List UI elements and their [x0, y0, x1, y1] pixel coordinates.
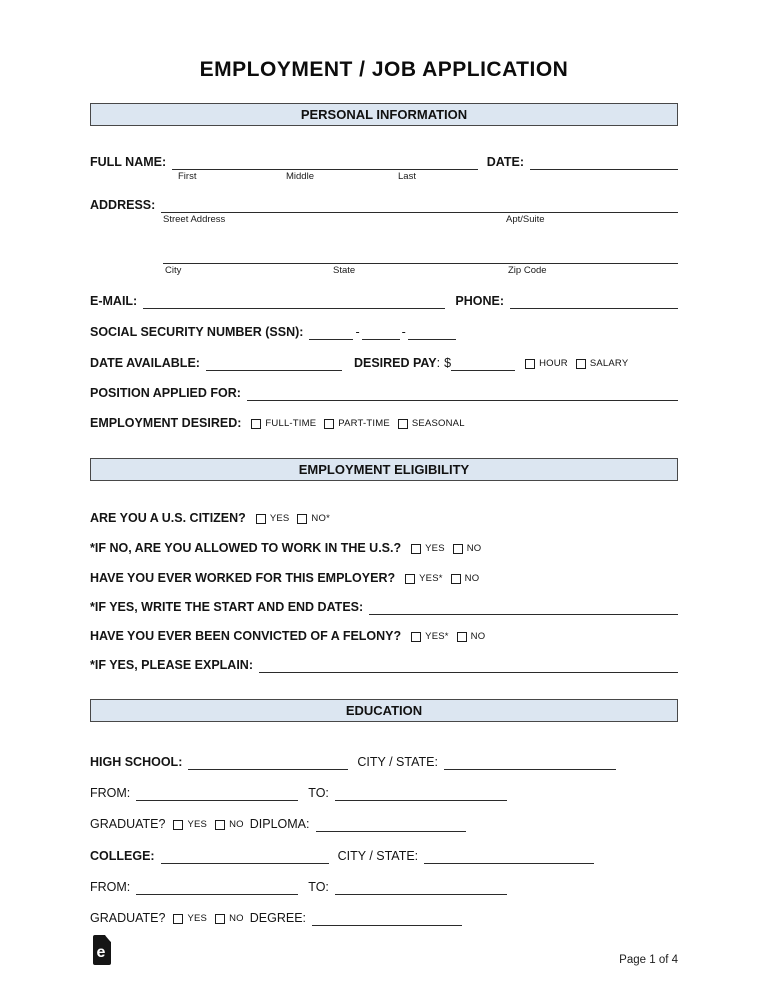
citizen-yes-label: YES: [269, 513, 290, 524]
position-applied-field[interactable]: [247, 387, 678, 401]
seasonal-checkbox[interactable]: [398, 419, 408, 429]
college-graduate-no-checkbox[interactable]: [215, 914, 225, 924]
high-school-row: [90, 755, 678, 770]
college-dates-row: [90, 880, 678, 895]
high-school-field[interactable]: [188, 756, 348, 770]
svg-text:e: e: [96, 944, 106, 961]
citizen-question-label: ARE YOU A U.S. CITIZEN?: [90, 511, 246, 525]
employment-desired-label: EMPLOYMENT DESIRED:: [90, 416, 242, 430]
email-phone-row: [90, 294, 678, 309]
college-graduate-row: [90, 911, 678, 926]
felony-yes-checkbox[interactable]: [411, 632, 421, 642]
high-school-label: HIGH SCHOOL:: [90, 755, 183, 769]
college-from-field[interactable]: [136, 881, 298, 895]
college-graduate-no-label: NO: [229, 913, 244, 924]
seasonal-option-label: SEASONAL: [411, 418, 465, 429]
full-name-label: FULL NAME:: [90, 155, 167, 169]
worked-before-label: HAVE YOU EVER WORKED FOR THIS EMPLOYER?: [90, 571, 396, 585]
salary-option-label: SALARY: [589, 358, 629, 369]
college-field[interactable]: [161, 850, 329, 864]
ssn-field-2[interactable]: [362, 326, 400, 340]
date-label: DATE:: [486, 155, 524, 169]
hs-diploma-field[interactable]: [316, 818, 466, 832]
worked-before-row: [90, 571, 678, 586]
hs-graduate-yes-label: YES: [187, 819, 208, 830]
start-end-dates-label: *IF YES, WRITE THE START AND END DATES:: [90, 600, 364, 614]
citizen-no-checkbox[interactable]: [297, 514, 307, 524]
dollar-sign: $: [444, 356, 452, 370]
felony-question-row: [90, 629, 678, 644]
allowed-no-checkbox[interactable]: [453, 544, 463, 554]
ssn-dash-1: -: [355, 325, 360, 339]
felony-no-label: NO: [470, 631, 486, 642]
felony-question-label: HAVE YOU EVER BEEN CONVICTED OF A FELONY?: [90, 629, 402, 643]
college-degree-field[interactable]: [312, 912, 462, 926]
college-graduate-yes-label: YES: [187, 913, 208, 924]
worked-no-checkbox[interactable]: [451, 574, 461, 584]
hs-city-state-field[interactable]: [444, 756, 616, 770]
college-city-state-label: CITY / STATE:: [337, 849, 419, 863]
zip-sublabel: Zip Code: [508, 265, 547, 276]
position-applied-row: [90, 386, 678, 401]
page-footer: [90, 934, 678, 966]
allowed-yes-checkbox[interactable]: [411, 544, 421, 554]
desired-pay-amount-field[interactable]: [451, 357, 515, 371]
full-name-field[interactable]: [172, 156, 478, 170]
college-from-label: FROM:: [90, 880, 131, 894]
hs-graduate-row: [90, 817, 678, 832]
date-available-label: DATE AVAILABLE:: [90, 356, 200, 370]
date-available-field[interactable]: [206, 357, 342, 371]
city-state-zip-row: [90, 250, 678, 264]
college-graduate-yes-checkbox[interactable]: [173, 914, 183, 924]
college-to-field[interactable]: [335, 881, 507, 895]
start-end-dates-row: [90, 600, 678, 615]
address-row: [90, 198, 678, 213]
college-label: COLLEGE:: [90, 849, 155, 863]
allowed-yes-label: YES: [425, 543, 445, 554]
citizen-no-label: NO*: [311, 513, 330, 524]
hs-from-label: FROM:: [90, 786, 131, 800]
last-sublabel: Last: [398, 171, 416, 182]
citizen-question-row: [90, 511, 678, 526]
citizen-yes-checkbox[interactable]: [256, 514, 266, 524]
college-degree-label: DEGREE:: [249, 911, 307, 925]
address-sublabels: [90, 213, 678, 226]
middle-sublabel: Middle: [286, 171, 314, 182]
phone-label: PHONE:: [455, 294, 504, 308]
eforms-document-logo-icon: [90, 934, 114, 966]
date-available-pay-row: [90, 356, 678, 371]
allowed-to-work-row: [90, 541, 678, 556]
felony-explain-row: [90, 658, 678, 673]
phone-field[interactable]: [510, 295, 678, 309]
allowed-no-label: NO: [466, 543, 482, 554]
desired-pay-colon: :: [436, 356, 441, 370]
felony-explain-label: *IF YES, PLEASE EXPLAIN:: [90, 658, 254, 672]
felony-explain-field[interactable]: [259, 659, 678, 673]
college-to-label: TO:: [308, 880, 329, 894]
email-label: E-MAIL:: [90, 294, 138, 308]
position-applied-label: POSITION APPLIED FOR:: [90, 386, 241, 400]
apt-suite-sublabel: Apt/Suite: [506, 214, 545, 225]
worked-yes-checkbox[interactable]: [405, 574, 415, 584]
name-sublabels: [90, 170, 678, 183]
section-header-personal-information: PERSONAL INFORMATION: [90, 103, 678, 126]
employment-desired-row: [90, 416, 678, 431]
full-time-checkbox[interactable]: [251, 419, 261, 429]
ssn-field-3[interactable]: [408, 326, 456, 340]
page-number: Page 1 of 4: [619, 954, 678, 966]
city-state-zip-field[interactable]: [163, 250, 678, 264]
hs-diploma-label: DIPLOMA:: [249, 817, 310, 831]
city-sublabel: City: [165, 265, 182, 276]
ssn-label: SOCIAL SECURITY NUMBER (SSN):: [90, 325, 304, 339]
worked-yes-label: YES*: [419, 573, 443, 584]
college-city-state-field[interactable]: [424, 850, 594, 864]
hs-dates-row: [90, 786, 678, 801]
college-row: [90, 849, 678, 864]
hs-from-field[interactable]: [136, 787, 298, 801]
full-name-row: [90, 155, 678, 170]
hs-graduate-no-label: NO: [229, 819, 244, 830]
street-address-sublabel: Street Address: [163, 214, 226, 225]
hour-checkbox[interactable]: [525, 359, 535, 369]
part-time-checkbox[interactable]: [324, 419, 334, 429]
allowed-to-work-label: *IF NO, ARE YOU ALLOWED TO WORK IN THE U.S.?: [90, 541, 402, 555]
desired-pay-label: DESIRED PAY: [353, 356, 437, 370]
date-field[interactable]: [530, 156, 678, 170]
page-title: EMPLOYMENT / JOB APPLICATION: [199, 58, 569, 81]
state-sublabel: State: [333, 265, 356, 276]
city-state-zip-sublabels: [90, 264, 678, 277]
ssn-dash-2: -: [401, 325, 406, 339]
part-time-option-label: PART-TIME: [338, 418, 390, 429]
hs-graduate-no-checkbox[interactable]: [215, 820, 225, 830]
section-header-education: EDUCATION: [90, 699, 678, 722]
full-time-option-label: FULL-TIME: [265, 418, 317, 429]
street-address-field[interactable]: [161, 199, 678, 213]
first-sublabel: First: [178, 171, 197, 182]
hs-to-label: TO:: [308, 786, 329, 800]
ssn-row: [90, 325, 678, 340]
worked-no-label: NO: [464, 573, 480, 584]
ssn-field-1[interactable]: [309, 326, 353, 340]
start-end-dates-field[interactable]: [369, 601, 678, 615]
hs-graduate-label: GRADUATE?: [90, 817, 166, 831]
section-header-employment-eligibility: EMPLOYMENT ELIGIBILITY: [90, 458, 678, 481]
email-field[interactable]: [143, 295, 445, 309]
hs-city-state-label: CITY / STATE:: [357, 755, 438, 769]
hs-graduate-yes-checkbox[interactable]: [173, 820, 183, 830]
address-label: ADDRESS:: [90, 198, 156, 212]
felony-no-checkbox[interactable]: [457, 632, 467, 642]
hs-to-field[interactable]: [335, 787, 507, 801]
college-graduate-label: GRADUATE?: [90, 911, 166, 925]
salary-checkbox[interactable]: [576, 359, 586, 369]
felony-yes-label: YES*: [425, 631, 449, 642]
hour-option-label: HOUR: [539, 358, 568, 369]
